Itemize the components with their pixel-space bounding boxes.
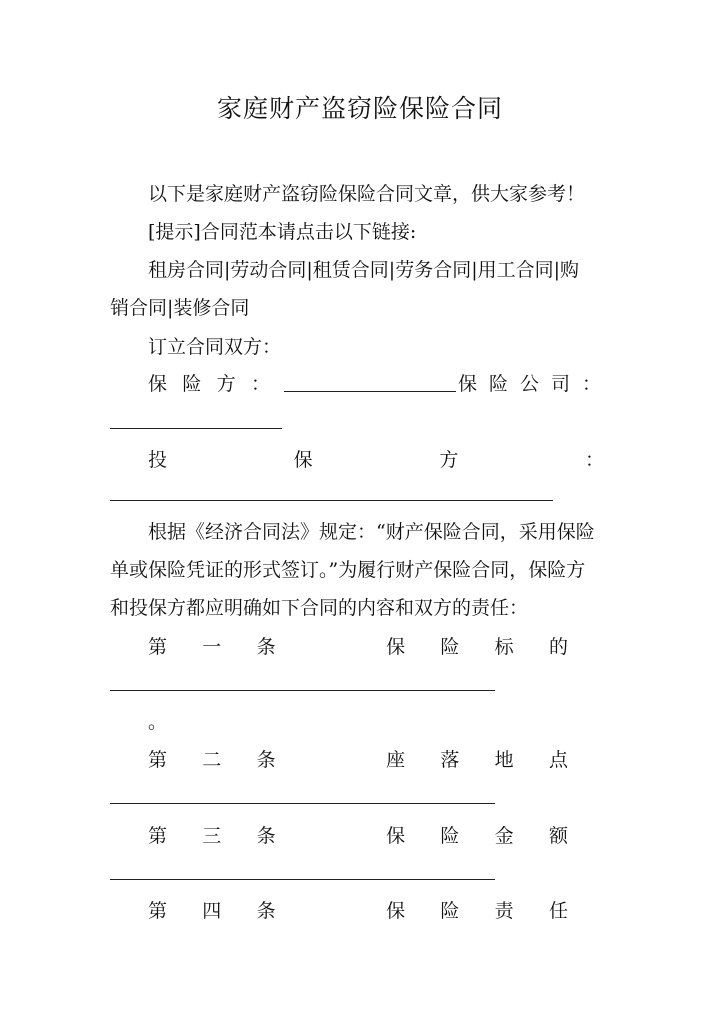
insurer-label: 保 险 方 ： [148, 373, 270, 395]
policyholder-label: 投 保 方 ： [148, 449, 604, 471]
article-2-heading: 第 二 条 座 落 地 点 [148, 749, 568, 771]
insurer-blank[interactable] [284, 391, 456, 392]
body-text-line-1: 根据《经济合同法》规定：“财产保险合同，采用保险 [148, 521, 595, 543]
article-1-blank[interactable] [110, 690, 495, 691]
insurer-company-label: 保 险 公 司 ： [458, 373, 601, 395]
intro-text: 以下是家庭财产盗窃险保险合同文章，供大家参考！ [148, 183, 586, 205]
article-3-heading: 第 三 条 保 险 金 额 [148, 825, 568, 847]
article-2-blank[interactable] [110, 803, 495, 804]
article-3-blank[interactable] [110, 879, 495, 880]
body-text-line-2: 单或保险凭证的形式签订。”为履行财产保险合同，保险方 [110, 559, 586, 581]
document-title: 家庭财产盗窃险保险合同 [216, 94, 503, 123]
tip-text: [提示]合同范本请点击以下链接: [148, 221, 417, 243]
policyholder-blank[interactable] [110, 500, 553, 501]
article-1-period: 。 [148, 711, 168, 733]
body-text-line-3: 和投保方都应明确如下合同的内容和双方的责任： [110, 597, 529, 619]
contract-links-line-2[interactable]: 销合同|装修合同 [110, 297, 250, 319]
insurer-company-blank[interactable] [110, 428, 282, 429]
parties-heading: 订立合同双方： [148, 336, 282, 358]
contract-links-line-1[interactable]: 租房合同|劳动合同|租赁合同|劳务合同|用工合同|购 [148, 259, 580, 281]
article-4-heading: 第 四 条 保 险 责 任 [148, 900, 568, 922]
article-1-heading: 第 一 条 保 险 标 的 [148, 636, 568, 658]
